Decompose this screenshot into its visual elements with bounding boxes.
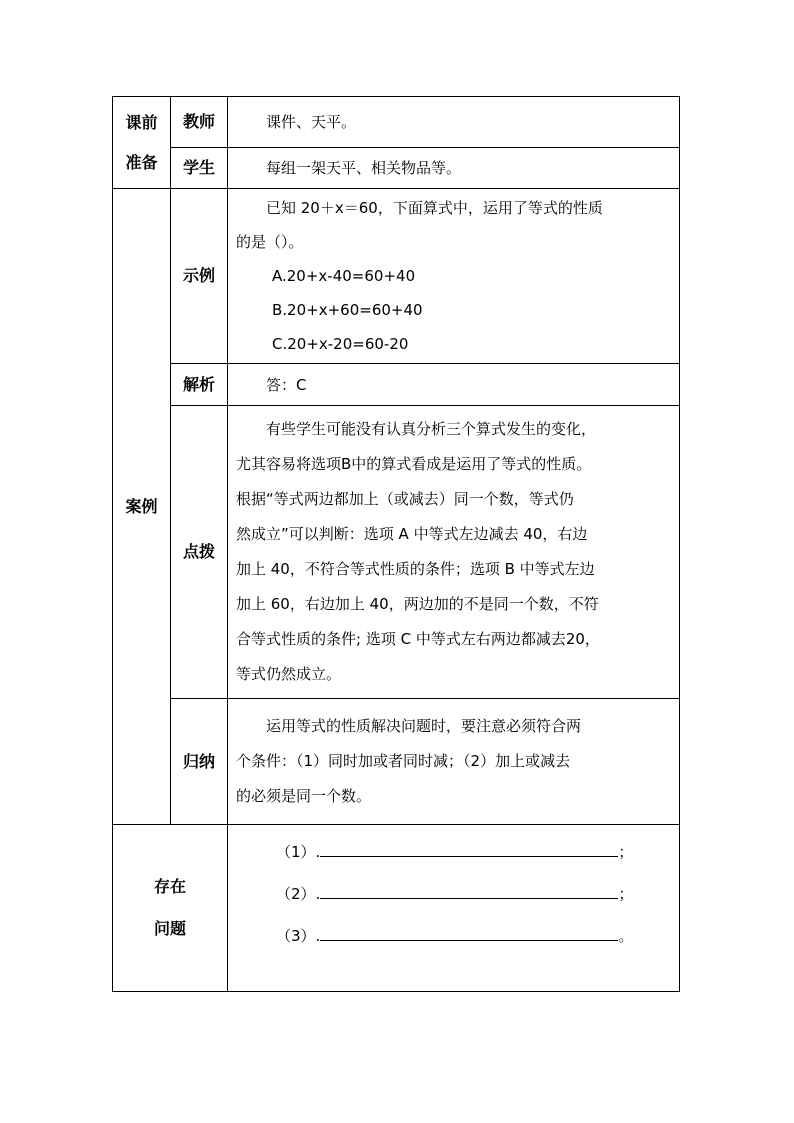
- teacher-value: 课件、天平。: [228, 97, 680, 148]
- row-example: [113, 189, 680, 364]
- student-value: 每组一架天平、相关物品等。: [228, 148, 680, 189]
- example-question-line1: 已知 20＋x＝60，下面算式中，运用了等式的性质: [266, 199, 603, 217]
- student-label: 学生: [171, 148, 228, 189]
- analysis-value: 答：C: [228, 364, 680, 406]
- prep-label-line1: 课前: [125, 112, 158, 132]
- issue-blank-line[interactable]: [320, 880, 618, 899]
- issue-end-mark: ；: [618, 843, 634, 861]
- issue-item-3: [276, 915, 679, 957]
- tips-label: 点拨: [171, 406, 228, 699]
- example-question-line2: 的是（）。: [236, 233, 304, 251]
- tips-line: 加上 60，右边加上 40，两边加的不是同一个数，不符: [236, 595, 599, 613]
- example-option-a: A.20+x-40=60+40: [272, 267, 416, 285]
- prep-label: [113, 97, 171, 189]
- summary-content: [228, 699, 680, 825]
- row-teacher: [113, 97, 680, 148]
- tips-line: 合等式性质的条件; 选项 C 中等式左右两边都减去20，: [236, 630, 600, 648]
- row-tips: [113, 406, 680, 699]
- tips-line: 尤其容易将选项B中的算式看成是运用了等式的性质。: [236, 455, 592, 473]
- summary-label: 归纳: [171, 699, 228, 825]
- summary-line: 个条件：（1）同时加或者同时减；（2）加上或减去: [236, 752, 571, 770]
- issues-list: [228, 825, 679, 957]
- issue-item-1: [276, 831, 679, 873]
- issue-blank-line[interactable]: [320, 922, 618, 941]
- issue-number: （2）.: [276, 885, 321, 903]
- row-student: [113, 148, 680, 189]
- case-label: 案例: [113, 189, 171, 825]
- analysis-label: 解析: [171, 364, 228, 406]
- example-option-b: B.20+x+60=60+40: [272, 301, 423, 319]
- tips-line: 然成立”可以判断：选项 A 中等式左边减去 40，右边: [236, 525, 588, 543]
- prep-label-line2: 准备: [125, 152, 158, 172]
- lesson-table: [112, 96, 680, 992]
- row-issues: [113, 825, 680, 992]
- row-analysis: [113, 364, 680, 406]
- issues-label-line1: 存在: [153, 877, 186, 896]
- row-summary: [113, 699, 680, 825]
- example-label: 示例: [171, 189, 228, 364]
- lesson-table-wrapper: [112, 96, 680, 992]
- tips-line: 等式仍然成立。: [236, 665, 342, 683]
- issue-number: （1）.: [276, 843, 321, 861]
- tips-content: [228, 406, 680, 699]
- issue-end-mark: ；: [618, 885, 634, 903]
- teacher-label: 教师: [171, 97, 228, 148]
- summary-line: 的必须是同一个数。: [236, 787, 372, 805]
- issue-number: （3）.: [276, 927, 321, 945]
- issues-label: [113, 825, 228, 992]
- issues-label-line2: 问题: [153, 919, 186, 938]
- summary-line: 运用等式的性质解决问题时，要注意必须符合两: [266, 717, 582, 735]
- tips-line: 根据“等式两边都加上（或减去）同一个数，等式仍: [236, 490, 574, 508]
- tips-line: 加上 40，不符合等式性质的条件；选项 B 中等式左边: [236, 560, 595, 578]
- issue-end-mark: 。: [618, 927, 634, 945]
- issue-item-2: [276, 873, 679, 915]
- example-option-c: C.20+x-20=60-20: [272, 335, 409, 353]
- tips-line: 有些学生可能没有认真分析三个算式发生的变化，: [266, 420, 597, 438]
- example-content: [228, 189, 680, 364]
- issue-blank-line[interactable]: [320, 838, 618, 857]
- issues-content: [228, 825, 680, 992]
